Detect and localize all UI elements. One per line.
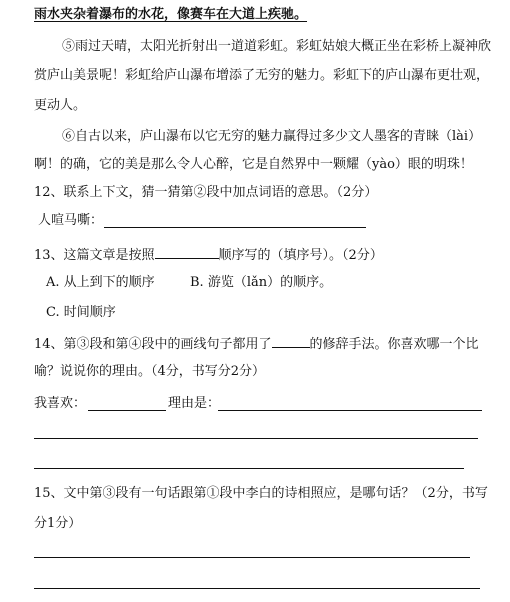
q14-reason-label: 理由是： xyxy=(168,396,221,411)
question-14-line-2: 喻？说说你的理由。（4分，书写分2分） xyxy=(34,364,266,379)
q14-like-label: 我喜欢： xyxy=(34,396,87,411)
paragraph-6-line-2: 啊！的确，它的美是那么令人心醉，它是自然界中一颗耀（yào）眼的明珠！ xyxy=(34,157,473,172)
q14-reason-answer-line[interactable] xyxy=(218,410,482,411)
question-14 xyxy=(34,333,479,355)
q13-answer-blank[interactable] xyxy=(155,244,219,259)
paragraph-5-line-1: ⑤雨过天晴，太阳光折射出一道道彩虹。彩虹姑娘大概正坐在彩桥上凝神欣 xyxy=(62,39,492,54)
question-12-label: 人喧马嘶： xyxy=(38,213,104,228)
question-15: 15、文中第③段有一句话跟第①段中李白的诗相照应，是哪句话？（2分，书写 xyxy=(34,486,488,501)
q15-answer-line-2[interactable] xyxy=(34,588,480,589)
paragraph-5-line-3: 更动人。 xyxy=(34,98,87,113)
question-13 xyxy=(34,244,383,266)
question-15-line-2: 分1分） xyxy=(34,516,82,531)
question-12: 12、联系上下文，猜一猜第②段中加点词语的意思。（2分） xyxy=(34,185,378,200)
q14-text-before: 14、第③段和第④段中的画线句子都用了 xyxy=(34,337,272,352)
q14-answer-blank[interactable] xyxy=(272,333,310,348)
q15-answer-line-1[interactable] xyxy=(34,557,470,558)
q14-answer-line-2[interactable] xyxy=(34,438,478,439)
q13-text-before: 13、这篇文章是按照 xyxy=(34,248,155,263)
passage-line-1: 雨水夹杂着瀑布的水花，像赛车在大道上疾驰。 xyxy=(34,7,308,22)
paragraph-6-line-1: ⑥自古以来，庐山瀑布以它无穷的魅力赢得过多少文人墨客的青睐（lài） xyxy=(62,129,482,144)
q13-option-c: C. 时间顺序 xyxy=(46,305,116,320)
q13-option-a: A. 从上到下的顺序 xyxy=(46,275,155,290)
q12-answer-line[interactable] xyxy=(104,227,366,228)
q14-answer-line-3[interactable] xyxy=(34,468,464,469)
paragraph-5-line-2: 赏庐山美景呢！彩虹给庐山瀑布增添了无穷的魅力。彩虹下的庐山瀑布更壮观， xyxy=(34,68,490,83)
q13-text-after: 顺序写的（填序号）。（2分） xyxy=(218,248,383,263)
q14-text-after: 的修辞手法。你喜欢哪一个比 xyxy=(309,337,479,352)
q14-like-answer-line[interactable] xyxy=(88,410,166,411)
q13-option-b: B. 游览（lǎn）的顺序。 xyxy=(190,275,333,290)
